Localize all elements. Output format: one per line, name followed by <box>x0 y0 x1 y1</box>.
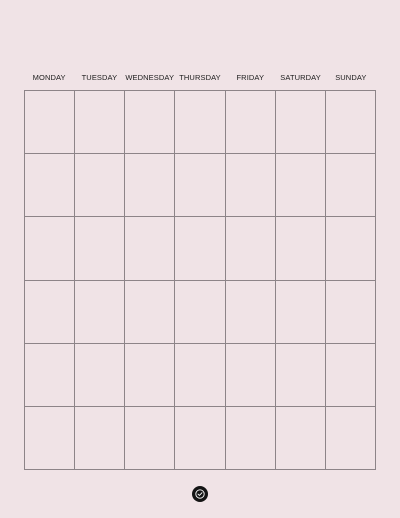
day-cell <box>276 281 326 344</box>
check-circle-icon <box>192 486 208 502</box>
day-cell <box>276 217 326 280</box>
day-cell <box>226 407 276 470</box>
day-cell <box>326 344 376 407</box>
day-cell <box>25 407 75 470</box>
day-cell <box>326 154 376 217</box>
day-cell <box>326 407 376 470</box>
day-cell <box>125 217 175 280</box>
day-cell <box>226 217 276 280</box>
weekday-tuesday: TUESDAY <box>81 73 118 82</box>
day-cell <box>75 407 125 470</box>
day-cell <box>175 217 225 280</box>
day-cell <box>125 91 175 154</box>
day-cell <box>326 91 376 154</box>
day-cell <box>25 217 75 280</box>
calendar-grid <box>24 90 376 470</box>
day-cell <box>226 344 276 407</box>
day-cell <box>125 154 175 217</box>
day-cell <box>226 91 276 154</box>
day-cell <box>25 281 75 344</box>
day-cell <box>175 344 225 407</box>
day-cell <box>75 91 125 154</box>
day-cell <box>276 344 326 407</box>
weekday-thursday: THURSDAY <box>179 73 221 82</box>
day-cell <box>75 344 125 407</box>
day-cell <box>25 91 75 154</box>
day-cell <box>25 154 75 217</box>
day-cell <box>125 344 175 407</box>
day-cell <box>75 154 125 217</box>
weekday-header <box>24 72 376 84</box>
day-cell <box>326 217 376 280</box>
weekday-wednesday: WEDNESDAY <box>125 73 175 82</box>
day-cell <box>276 407 326 470</box>
weekday-sunday: SUNDAY <box>335 73 367 82</box>
weekday-monday: MONDAY <box>32 73 66 82</box>
day-cell <box>226 281 276 344</box>
day-cell <box>276 91 326 154</box>
day-cell <box>75 281 125 344</box>
day-cell <box>175 281 225 344</box>
day-cell <box>175 154 225 217</box>
checkmark-icon <box>194 488 206 500</box>
day-cell <box>175 407 225 470</box>
day-cell <box>175 91 225 154</box>
day-cell <box>326 281 376 344</box>
day-cell <box>125 407 175 470</box>
day-cell <box>25 344 75 407</box>
day-cell <box>125 281 175 344</box>
weekday-friday: FRIDAY <box>236 73 265 82</box>
day-cell <box>75 217 125 280</box>
day-cell <box>276 154 326 217</box>
day-cell <box>226 154 276 217</box>
weekday-saturday: SATURDAY <box>280 73 321 82</box>
